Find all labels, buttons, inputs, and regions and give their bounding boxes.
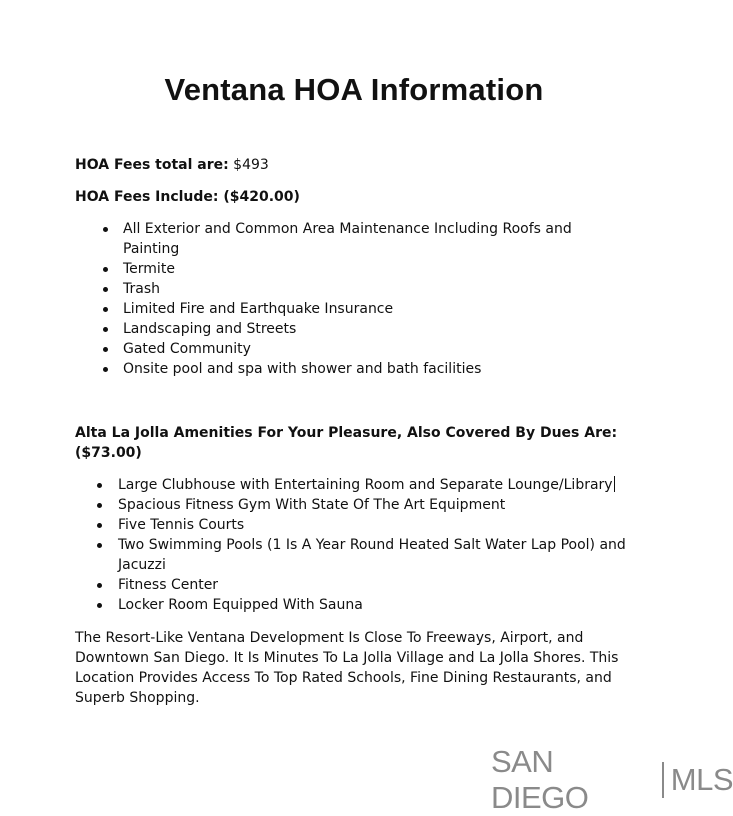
logo-right-text: MLS bbox=[670, 762, 733, 797]
page-title: Ventana HOA Information bbox=[164, 72, 544, 107]
hoa-items-list bbox=[123, 219, 613, 379]
hoa-fees-total-value: $493 bbox=[233, 157, 269, 173]
list-item: Fitness Center bbox=[118, 575, 638, 595]
hoa-fees-include-label: HOA Fees Include: ($420.00) bbox=[75, 189, 300, 205]
amenities-list bbox=[118, 475, 638, 615]
list-item: Spacious Fitness Gym With State Of The Art Equipment bbox=[118, 495, 638, 515]
amenities-heading: Alta La Jolla Amenities For Your Pleasure, Also Covered By Dues Are: ($73.00) bbox=[75, 425, 618, 461]
sandiego-mls-logo bbox=[491, 744, 733, 815]
list-item: Gated Community bbox=[123, 339, 613, 359]
list-item: Locker Room Equipped With Sauna bbox=[118, 595, 638, 615]
list-item: Two Swimming Pools (1 Is A Year Round Heated Salt Water Lap Pool) and Jacuzzi bbox=[118, 535, 638, 575]
closing-paragraph: The Resort-Like Ventana Development Is Close To Freeways, Airport, and Downtown San Diego. It Is Minutes To La Jolla Village and La Jolla Shores. This Location Provides Access To Top Rated Schools, Fine Dining Restaurants, and Superb Shopping. bbox=[75, 630, 619, 706]
list-item: Limited Fire and Earthquake Insurance bbox=[123, 299, 613, 319]
list-item: Termite bbox=[123, 259, 613, 279]
list-item: Landscaping and Streets bbox=[123, 319, 613, 339]
list-item-text: Large Clubhouse with Entertaining Room and Separate Lounge/Library bbox=[118, 477, 613, 493]
list-item: All Exterior and Common Area Maintenance Including Roofs and Painting bbox=[123, 219, 613, 259]
list-item: Onsite pool and spa with shower and bath facilities bbox=[123, 359, 613, 379]
hoa-fees-total-label: HOA Fees total are: bbox=[75, 157, 229, 173]
list-item: Trash bbox=[123, 279, 613, 299]
hoa-fees-include-heading bbox=[75, 187, 300, 207]
list-item: Five Tennis Courts bbox=[118, 515, 638, 535]
text-cursor bbox=[614, 476, 615, 492]
logo-left-text: SAN DIEGO bbox=[491, 744, 589, 815]
list-item bbox=[118, 475, 638, 495]
logo-separator bbox=[662, 762, 664, 798]
hoa-fees-total bbox=[75, 155, 269, 175]
